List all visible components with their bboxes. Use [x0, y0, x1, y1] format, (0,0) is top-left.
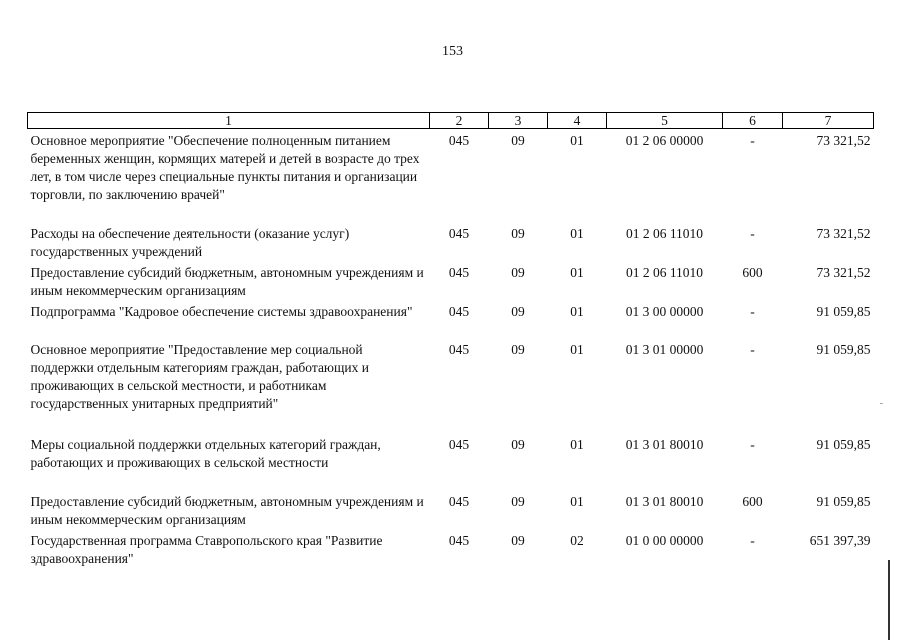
row-expense-type: -: [750, 436, 755, 452]
row-name: Подпрограмма "Кадровое обеспечение системы здравоохранения": [30, 303, 413, 319]
row-section: 09: [511, 225, 525, 241]
table-row: [28, 261, 874, 300]
row-subsection: 01: [570, 303, 584, 319]
row-expense-type: -: [750, 341, 755, 357]
row-subsection: 01: [570, 133, 584, 148]
row-target-article: 01 3 01 80010: [625, 493, 704, 509]
row-expense-type: 600: [742, 493, 763, 509]
budget-sheet: [27, 112, 873, 569]
table-row: [28, 490, 874, 529]
row-subsection: 01: [570, 264, 584, 280]
row-amount: 91 059,85: [816, 303, 871, 319]
row-target-article: 01 2 06 11010: [625, 225, 704, 241]
row-name: Расходы на обеспечение деятельности (оказание услуг) государственных учреждений: [30, 225, 350, 259]
header-col-2: 2: [430, 113, 489, 129]
scan-speck: [880, 403, 883, 404]
row-name: Основное мероприятие "Предоставление мер социальной поддержки отдельным категориям граждан, работающих и проживающих в сельской местности, и работникам государственных унитарных предприятий": [30, 341, 369, 411]
row-target-article: 01 3 01 80010: [625, 436, 704, 452]
header-row: [28, 113, 874, 129]
row-admin-code: 045: [448, 532, 470, 548]
row-subsection: 01: [570, 341, 584, 357]
row-admin-code: 045: [448, 303, 470, 319]
row-subsection: 01: [570, 493, 584, 509]
table-row: [28, 338, 874, 433]
table-row: [28, 129, 874, 222]
row-admin-code: 045: [448, 225, 470, 241]
row-name: Государственная программа Ставропольского края "Развитие здравоохранения": [30, 532, 383, 566]
row-admin-code: 045: [448, 264, 470, 280]
row-subsection: 02: [570, 532, 584, 548]
header-col-3: 3: [489, 113, 548, 129]
table-row: [28, 529, 874, 569]
row-expense-type: -: [750, 303, 755, 319]
row-amount: 91 059,85: [816, 341, 871, 357]
row-admin-code: 045: [448, 341, 470, 357]
row-section: 09: [511, 532, 525, 548]
row-expense-type: -: [750, 225, 755, 241]
row-section: 09: [511, 133, 525, 148]
row-subsection: 01: [570, 436, 584, 452]
header-col-1: 1: [28, 113, 430, 129]
row-amount: 91 059,85: [816, 493, 871, 509]
page-number: 153: [442, 44, 463, 59]
row-expense-type: -: [750, 133, 755, 148]
row-target-article: 01 0 00 00000: [625, 532, 704, 548]
row-target-article: 01 3 00 00000: [625, 303, 704, 319]
table-row: [28, 433, 874, 490]
row-section: 09: [511, 264, 525, 280]
row-target-article: 01 2 06 11010: [625, 264, 704, 280]
row-target-article: 01 2 06 00000: [625, 133, 704, 148]
row-section: 09: [511, 493, 525, 509]
row-admin-code: 045: [448, 436, 470, 452]
row-amount: 651 397,39: [809, 532, 871, 548]
scan-edge-line: [888, 560, 890, 640]
row-name: Основное мероприятие "Обеспечение полноценным питанием беременных женщин, кормящих матерей и детей в возрасте до трех лет, в том числе через специальные пункты питания и организации торговли, по заключению врачей": [30, 133, 420, 202]
header-col-4: 4: [548, 113, 607, 129]
table-row: [28, 300, 874, 338]
row-name: Предоставление субсидий бюджетным, автономным учреждениям и иным некоммерческим организациям: [30, 264, 424, 298]
row-amount: 91 059,85: [816, 436, 871, 452]
table-row: [28, 222, 874, 261]
row-admin-code: 045: [448, 493, 470, 509]
header-col-6: 6: [723, 113, 783, 129]
row-admin-code: 045: [448, 133, 470, 148]
header-col-5: 5: [607, 113, 723, 129]
row-name: Предоставление субсидий бюджетным, автономным учреждениям и иным некоммерческим организациям: [30, 493, 424, 527]
row-subsection: 01: [570, 225, 584, 241]
row-expense-type: 600: [742, 264, 763, 280]
row-amount: 73 321,52: [816, 264, 871, 280]
budget-table: [27, 112, 874, 569]
row-section: 09: [511, 341, 525, 357]
row-amount: 73 321,52: [816, 225, 871, 241]
row-expense-type: -: [750, 532, 755, 548]
row-section: 09: [511, 303, 525, 319]
row-name: Меры социальной поддержки отдельных категорий граждан, работающих и проживающих в сельской местности: [30, 436, 381, 470]
row-amount: 73 321,52: [816, 133, 871, 148]
header-col-7: 7: [783, 113, 874, 129]
row-target-article: 01 3 01 00000: [625, 341, 704, 357]
row-section: 09: [511, 436, 525, 452]
